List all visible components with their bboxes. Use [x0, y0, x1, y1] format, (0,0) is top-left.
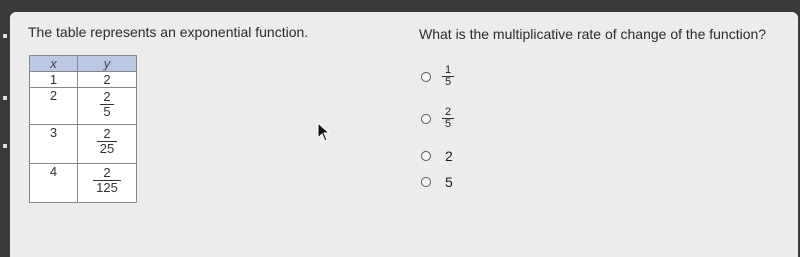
radio-unselected-icon[interactable] — [421, 177, 431, 187]
table-row — [30, 125, 137, 164]
fraction-denominator: 125 — [93, 180, 121, 195]
fraction-denominator: 5 — [442, 76, 454, 88]
table-cell-x: 3 — [30, 125, 78, 164]
fraction-numerator: 1 — [445, 64, 452, 76]
table-cell-y — [78, 125, 137, 164]
fraction-denominator: 5 — [442, 118, 454, 130]
table-header-x: x — [30, 56, 78, 72]
option-label: 5 — [445, 174, 453, 190]
option-one-fifth[interactable] — [421, 65, 454, 88]
side-marker — [3, 144, 7, 148]
fraction-numerator: 2 — [103, 165, 111, 180]
table-cell-x: 4 — [30, 164, 78, 203]
option-label: 2 — [445, 148, 453, 164]
table-header-y: y — [78, 56, 137, 72]
fraction-denominator: 5 — [100, 104, 113, 119]
fraction-numerator: 2 — [445, 106, 452, 118]
table-cell-x: 1 — [30, 72, 78, 88]
table-row — [30, 72, 137, 88]
radio-unselected-icon[interactable] — [421, 151, 431, 161]
fraction — [93, 166, 121, 195]
table-row — [30, 88, 137, 125]
option-five[interactable] — [421, 174, 453, 190]
side-marker — [3, 96, 7, 100]
mouse-pointer-icon — [317, 122, 331, 142]
side-marker — [3, 34, 7, 38]
table-cell-x: 2 — [30, 88, 78, 125]
table-prompt: The table represents an exponential function. — [28, 24, 309, 40]
table-cell-y: 2 — [78, 72, 137, 88]
option-fraction — [442, 65, 454, 88]
table-cell-y — [78, 88, 137, 125]
fraction-numerator: 2 — [103, 89, 111, 104]
fraction-denominator: 25 — [97, 141, 117, 156]
option-fraction — [442, 107, 454, 130]
radio-unselected-icon[interactable] — [421, 114, 431, 124]
function-table — [29, 55, 137, 203]
table-cell-y — [78, 164, 137, 203]
radio-unselected-icon[interactable] — [421, 72, 431, 82]
fraction — [100, 90, 113, 119]
fraction — [97, 127, 117, 156]
option-two[interactable] — [421, 148, 453, 164]
question-prompt: What is the multiplicative rate of change of the function? — [419, 26, 767, 42]
table-row — [30, 164, 137, 203]
fraction-numerator: 2 — [103, 126, 111, 141]
option-two-fifths[interactable] — [421, 107, 454, 130]
